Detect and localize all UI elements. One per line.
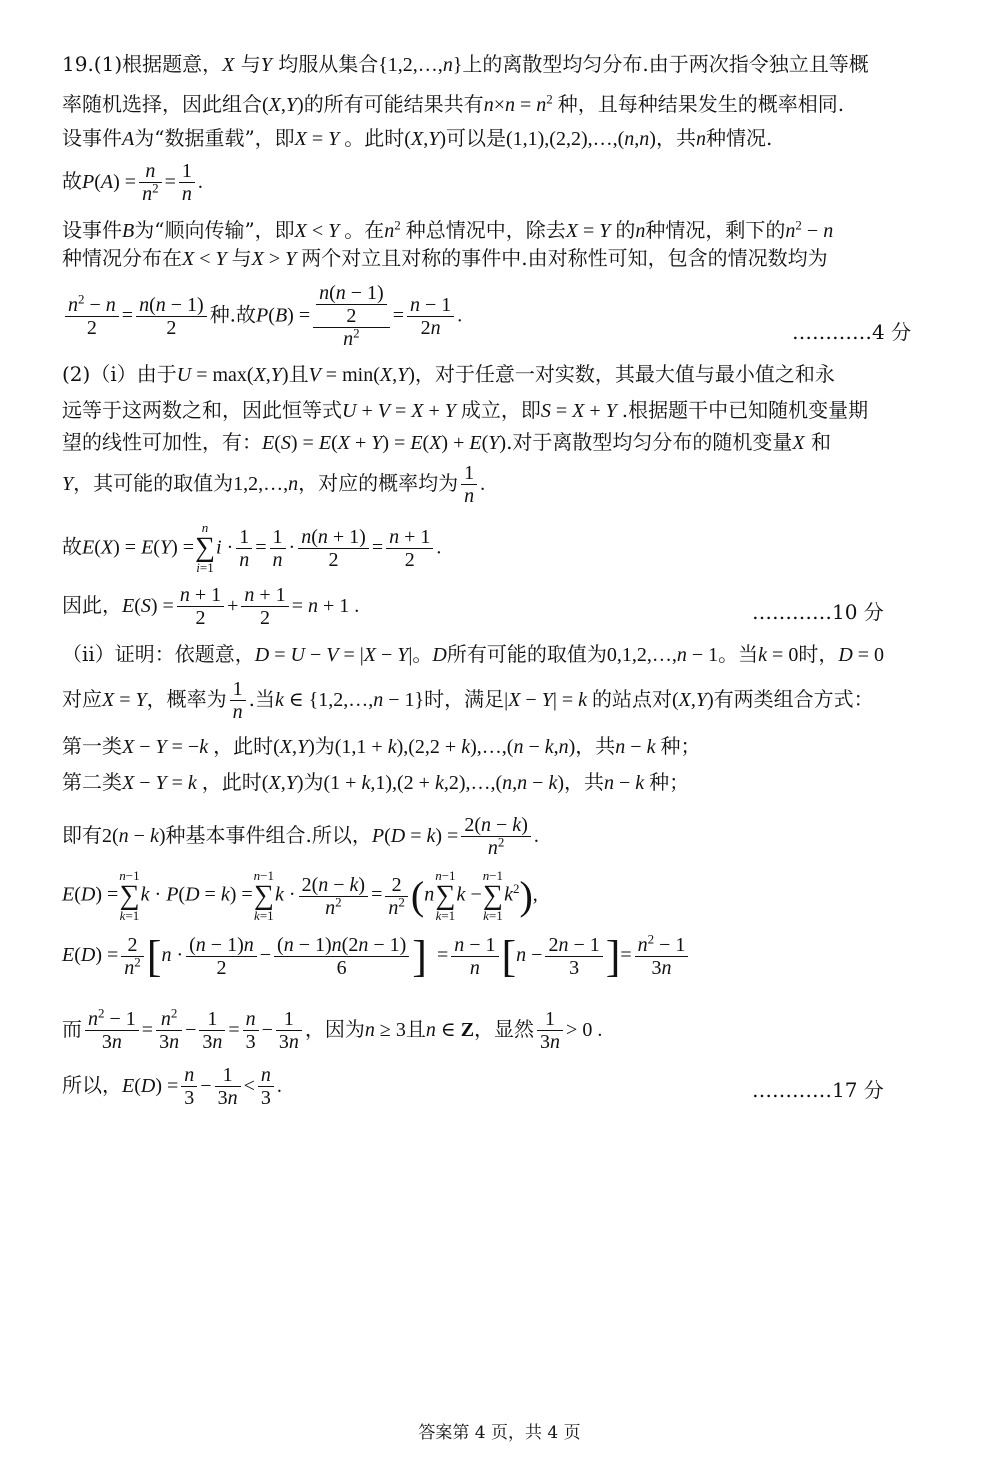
line-q4: Y，其可能的取值为1,2,…,n，对应的概率均为 $\frac{1}{n}$ . [62,462,486,507]
line-r9: 所以，E(D) = $\frac{n}{3}$ − $\frac{1}{3n}$ < $\frac{n}{3}$ . [62,1064,282,1109]
line-p2: 率随机选择，因此组合(X,Y)的所有可能结果共有$n\times n = n^2$ 种，且每种结果发生的概率相同. [62,91,845,116]
score-17: …………17 分 [752,1078,884,1102]
line-r3: 第一类X − Y = −k ，此时(X,Y)为(1,1 + k),(2,2 + k),…,(n − k,n)，共n − k 种； [62,734,701,758]
line-p5: 设事件B为“顺向传输”，即X < Y 。在$n^2$ 种总情况中，除去X = Y 的n种情况，剩下的$n^2 - n$ [62,217,834,242]
score-10: …………10 分 [752,600,884,624]
line-q2: 远等于这两数之和，因此恒等式U + V = X + Y 成立，即S = X + Y .根据题干中已知随机变量期 [62,398,869,422]
line-r7: E(D) = $\frac{2}{n^2}$ [n · $\frac{(n - 1)n}{2}$ − $\frac{(n - 1)n(2n - 1)}{6}$ ] = $\frac{n - 1}{n}$ [n − $\frac{2n - 1}{3}$ ]= $\frac{n^2 - 1}{3n}$ [62,934,691,979]
score-4: …………4 分 [792,320,912,344]
line-r4: 第二类X − Y = k ，此时(X,Y)为(1 + k,1),(2 + k,2),…,(n,n − k)，共n − k 种； [62,770,690,794]
line-r1: （ii）证明：依题意，D = U − V = |X − Y|。D所有可能的取值为0,1,2,…,n − 1。当k = 0时，D = 0 [62,642,885,666]
line-p6: 种情况分布在X < Y 与X > Y 两个对立且对称的事件中.由对称性可知，包含的情况数均为 [62,246,828,270]
line-r6: E(D) =n−1 ∑ k=1k · P(D = k) =n−1 ∑ k=1k · $\frac{2(n - k)}{n^2}$ = $\frac{2}{n^2}$ (nn−1 ∑ k=1k −n−1 ∑ $k=1k^2$), [62,868,538,923]
line-p3: 设事件A为“数据重载”，即X = Y 。此时(X,Y)可以是(1,1),(2,2),…,(n,n)，共n种情况. [62,126,773,150]
line-p4: 故P(A) = $\frac{n}{n^2}$ = $\frac{1}{n}$ . [62,160,203,205]
line-q1: (2)（i）由于U = max(X,Y)且V = min(X,Y)，对于任意一对实数，其最大值与最小值之和永 [62,362,835,386]
line-r8: 而 $\frac{n^2 - 1}{3n}$ = $\frac{n^2}{3n}$ − $\frac{1}{3n}$ = $\frac{n}{3}$ − $\frac{1}{3n}$ ，因为n ≥ 3且n ∈ Z，显然 $\frac{1}{3n}$ > 0 . [62,1005,603,1053]
page-footer: 答案第 4 页，共 4 页 [418,1423,581,1443]
line-r2: 对应X = Y，概率为 $\frac{1}{n}$ .当k ∈ {1,2,…,n − 1}时，满足|X − Y| = k 的站点对(X,Y)有两类组合方式： [62,678,874,723]
line-p7: $\frac{n^2 - n}{2}$ = $\frac{n(n - 1)}{2}$ 种.故P(B) = $\frac{\frac{n(n - 1)}{2}}{n^2}$ = $\frac{n - 1}{2n}$ . [62,282,462,350]
line-q3: 望的线性可加性，有：E(S) = E(X + Y) = E(X) + E(Y).对于离散型均匀分布的随机变量X 和 [62,430,831,454]
line-q6: 因此，E(S) = $\frac{n + 1}{2}$ + $\frac{n + 1}{2}$ = n + 1 . [62,584,360,629]
line-q5: 故E(X) = E(Y) =n ∑ i=1i · $\frac{1}{n}$ = $\frac{1}{n}$ · $\frac{n(n + 1)}{2}$ = $\frac{n + 1}{2}$ . [62,520,442,575]
line-r5: 即有2(n − k)种基本事件组合.所以，P(D = k) = $\frac{2(n - k)}{n^2}$ . [62,814,539,859]
line-p1: 19.(1)根据题意，X 与Y 均服从集合{1,2,…,n}上的离散型均匀分布.由于两次指令独立且等概 [62,52,869,76]
